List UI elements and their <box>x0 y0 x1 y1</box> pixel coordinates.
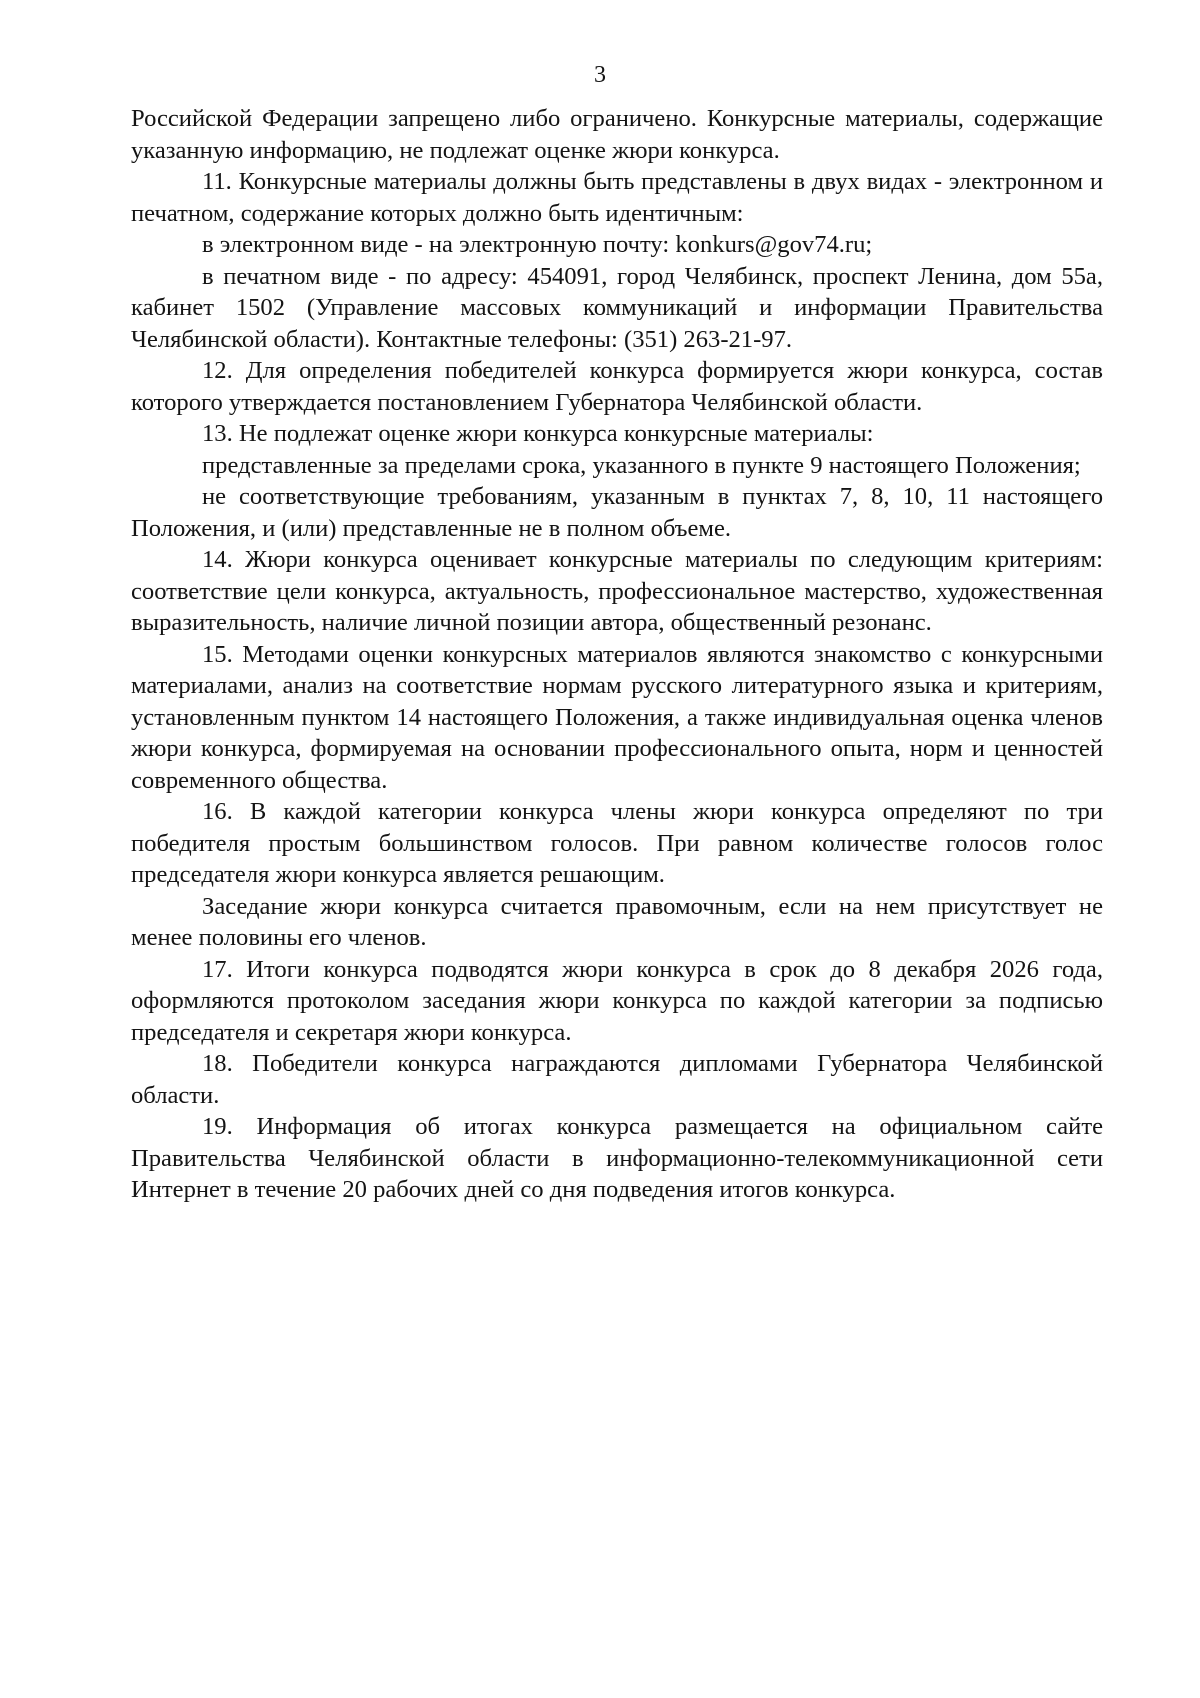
paragraph-13-item-2: не соответствующие требованиям, указанным в пунктах 7, 8, 10, 11 настоящего Положения, и (или) представленные не в полном объеме. <box>131 483 1103 542</box>
paragraph-11: 11. Конкурсные материалы должны быть представлены в двух видах - электронном и печатном, содержание которых должно быть идентичным: <box>131 168 1103 227</box>
paragraph-19: 19. Информация об итогах конкурса размещается на официальном сайте Правительства Челябинской области в информационно-телекоммуникационной сети Интернет в течение 20 рабочих дней со дня подведения итогов конкурса. <box>131 1113 1103 1203</box>
page-number: 3 <box>594 62 606 88</box>
paragraph-17: 17. Итоги конкурса подводятся жюри конкурса в срок до 8 декабря 2026 года, оформляются протоколом заседания жюри конкурса по каждой категории за подписью председателя и секретаря жюри конкурса. <box>131 955 1103 1046</box>
paragraph-11-electronic: в электронном виде - на электронную почту: konkurs@gov74.ru; <box>202 231 873 258</box>
paragraph-18: 18. Победители конкурса награждаются дипломами Губернатора Челябинской области. <box>131 1050 1103 1109</box>
paragraph-14: 14. Жюри конкурса оценивает конкурсные материалы по следующим критериям: соответствие цели конкурса, актуальность, профессиональное мастерство, художественная выразительность, наличие личной позиции автора, общественный резонанс. <box>131 546 1103 636</box>
paragraph-16-quorum: Заседание жюри конкурса считается правомочным, если на нем присутствует не менее половины его членов. <box>131 892 1103 951</box>
paragraph-11-printed: в печатном виде - по адресу: 454091, город Челябинск, проспект Ленина, дом 55а, кабинет 1502 (Управление массовых коммуникаций и информации Правительства Челябинской области). Контактные телефоны: (351) 263-21-97. <box>131 262 1103 353</box>
paragraph-12: 12. Для определения победителей конкурса формируется жюри конкурса, состав которого утверждается постановлением Губернатора Челябинской области. <box>131 357 1103 416</box>
paragraph-15: 15. Методами оценки конкурсных материалов являются знакомство с конкурсными материалами, анализ на соответствие нормам русского литературного языка и критериям, установленным пунктом 14 настоящего Положения, а также индивидуальная оценка членов жюри конкурса, формируемая на основании профессионального опыта, норм и ценностей современного общества. <box>131 640 1103 794</box>
paragraph-16: 16. В каждой категории конкурса члены жюри конкурса определяют по три победителя простым большинством голосов. При равном количестве голосов голос председателя жюри конкурса является решающим. <box>131 798 1103 888</box>
document-body <box>131 103 1103 1206</box>
paragraph-13-item-1: представленные за пределами срока, указанного в пункте 9 настоящего Положения; <box>202 451 1081 479</box>
paragraph-continuation: Российской Федерации запрещено либо ограничено. Конкурсные материалы, содержащие указанную информацию, не подлежат оценке жюри конкурса. <box>131 105 1103 164</box>
paragraph-13: 13. Не подлежат оценке жюри конкурса конкурсные материалы: <box>202 420 874 447</box>
